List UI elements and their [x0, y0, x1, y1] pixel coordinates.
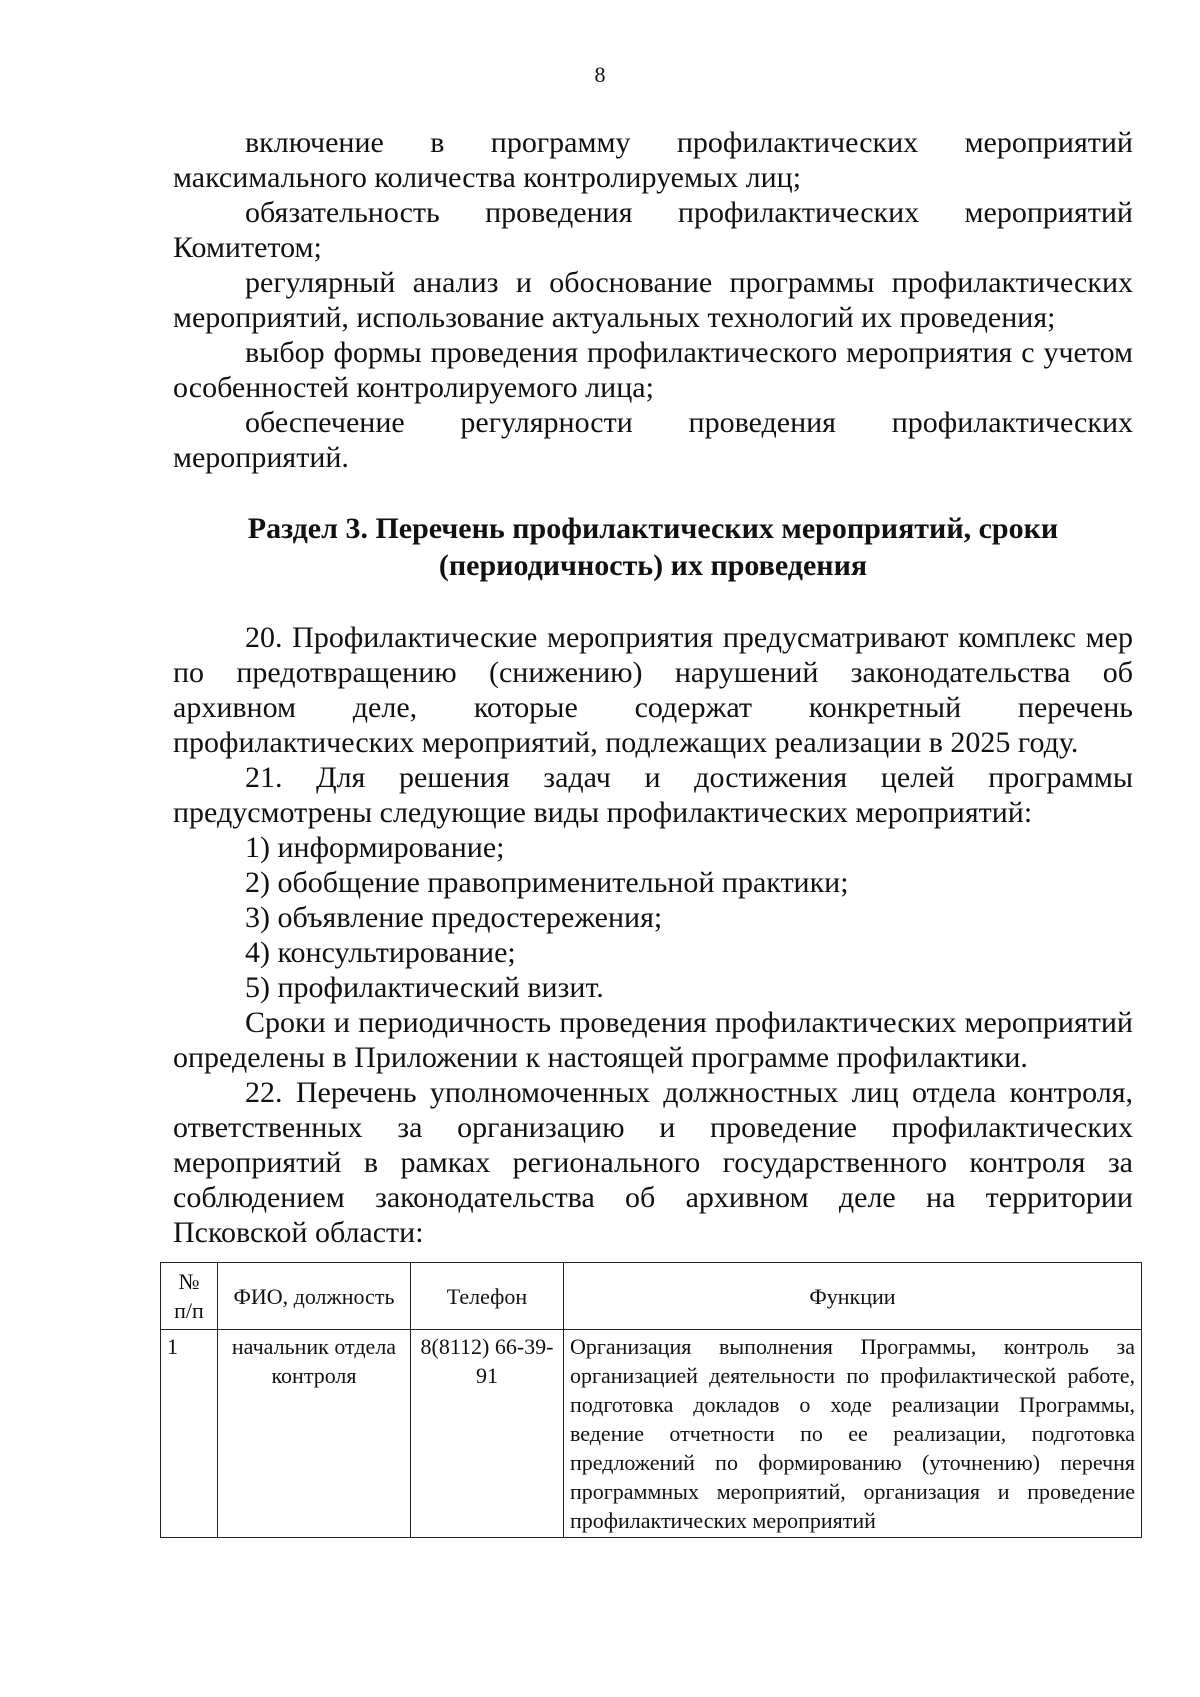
section-heading-line-1: Раздел 3. Перечень профилактических мероприятий, сроки	[247, 512, 1059, 545]
header-number: № п/п	[161, 1263, 218, 1330]
paragraph: включение в программу профилактических мероприятий максимального количества контролируемых лиц;	[173, 126, 1133, 194]
paragraph-terms: Сроки и периодичность проведения профилактических мероприятий определены в Приложении к настоящей программе профилактики.	[173, 1006, 1133, 1074]
table-header-row	[161, 1263, 1142, 1330]
list-item: 1) информирование;	[245, 831, 505, 864]
list-item: 4) консультирование;	[245, 936, 516, 969]
table-row	[161, 1330, 1142, 1538]
cell-number: 1	[161, 1330, 218, 1538]
section-heading	[173, 510, 1133, 584]
cell-fio: начальник отдела контроля	[218, 1330, 411, 1538]
paragraph-22: 22. Перечень уполномоченных должностных лиц отдела контроля, ответственных за организацию и проведение профилактических мероприятий в рамках регионального государственного контроля за соблюдением законодательства об архивном деле на территории Псковской области:	[173, 1076, 1133, 1249]
header-functions: Функции	[564, 1263, 1142, 1330]
header-fio: ФИО, должность	[218, 1263, 411, 1330]
paragraph-21: 21. Для решения задач и достижения целей программы предусмотрены следующие виды профилактических мероприятий:	[173, 761, 1133, 829]
header-phone: Телефон	[411, 1263, 564, 1330]
section-heading-line-2: (периодичность) их проведения	[438, 549, 868, 582]
page-number: 8	[594, 62, 606, 87]
paragraph-20: 20. Профилактические мероприятия предусматривают комплекс мер по предотвращению (снижению) нарушений законодательства об архивном деле, которые содержат конкретный перечень профилактических мероприятий, подлежащих реализации в 2025 году.	[173, 621, 1133, 759]
paragraph: регулярный анализ и обоснование программы профилактических мероприятий, использование актуальных технологий их проведения;	[173, 266, 1133, 334]
officials-table	[160, 1262, 1142, 1538]
list-item: 3) объявление предостережения;	[245, 901, 663, 934]
principles-block	[173, 125, 1133, 475]
list-item: 2) обобщение правоприменительной практики;	[245, 866, 849, 899]
section-3-body	[173, 620, 1133, 1250]
cell-phone: 8(8112) 66-39-91	[411, 1330, 564, 1538]
list-item: 5) профилактический визит.	[245, 971, 604, 1004]
paragraph: обеспечение регулярности проведения профилактических мероприятий.	[173, 406, 1133, 474]
paragraph: обязательность проведения профилактических мероприятий Комитетом;	[173, 196, 1133, 264]
cell-functions: Организация выполнения Программы, контроль за организацией деятельности по профилактической работе, подготовка докладов о ходе реализации Программы, ведение отчетности по ее реализации, подготовка предложений по формированию (уточнению) перечня программных мероприятий, организация и проведение профилактических мероприятий	[564, 1330, 1142, 1538]
paragraph: выбор формы проведения профилактического мероприятия с учетом особенностей контролируемого лица;	[173, 336, 1133, 404]
